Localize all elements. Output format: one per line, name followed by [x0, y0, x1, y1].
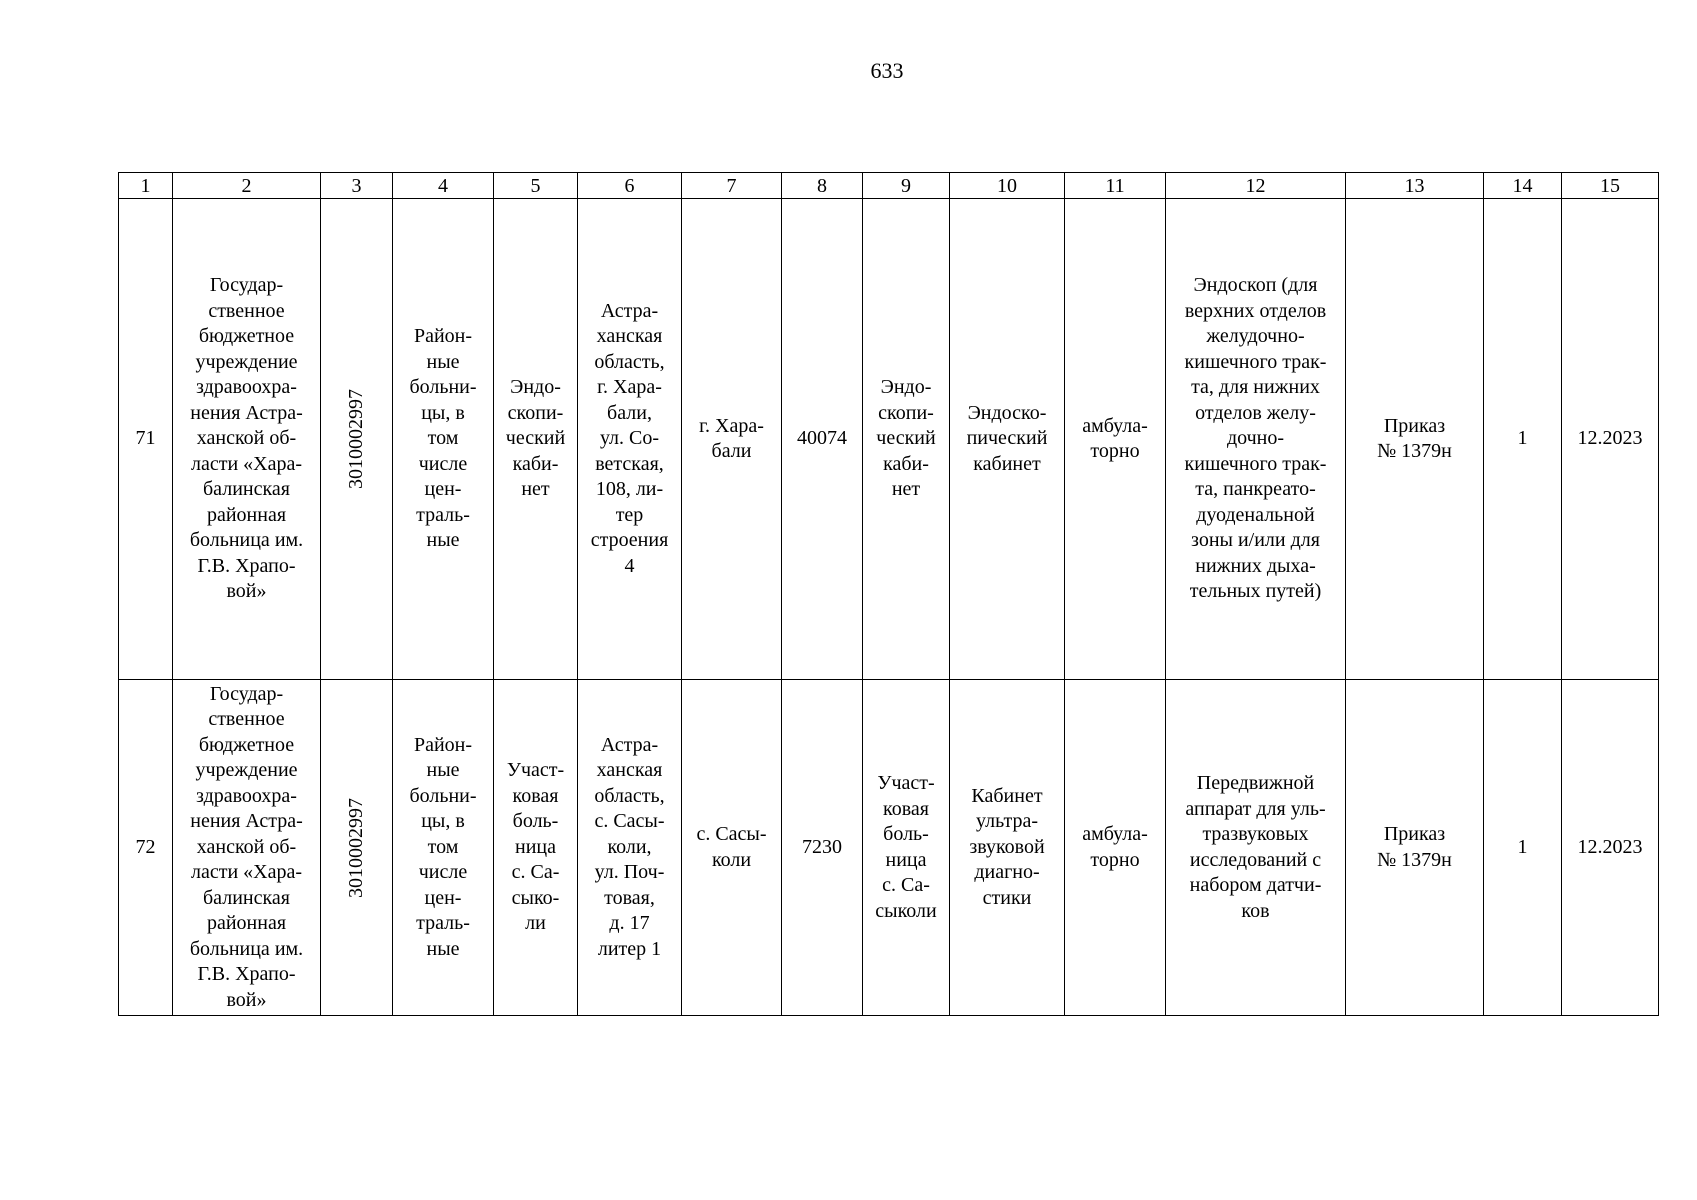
date-cell: 12.2023	[1562, 199, 1659, 680]
date-cell: 12.2023	[1562, 680, 1659, 1016]
column-header: 4	[393, 173, 494, 199]
address-cell: Астра- ханская область, с. Сасы- коли, ул. Поч- товая, д. 17 литер 1	[578, 680, 682, 1016]
table-row	[119, 199, 1659, 680]
code-cell	[321, 680, 393, 1016]
order-cell: Приказ № 1379н	[1346, 199, 1484, 680]
facility-type-cell: Район- ные больни- цы, в том числе цен- траль- ные	[393, 680, 494, 1016]
column-header: 12	[1166, 173, 1346, 199]
column-header: 14	[1484, 173, 1562, 199]
organization-cell: Государ- ственное бюджетное учреждение здравоохра- нения Астра- ханской об- ласти «Хара- балинская районная больница им. Г.В. Храпо- вой»	[173, 199, 321, 680]
equipment-cell: Эндоскоп (для верхних отделов желудочно- кишечного трак- та, для нижних отделов желу- дочно- кишечного трак- та, панкреато- дуоденальной зоны и/или для нижних дыха- тельных путей)	[1166, 199, 1346, 680]
equipment-registry-table	[118, 172, 1659, 1016]
code-text: 3010002997	[344, 797, 367, 898]
row-number-cell: 72	[119, 680, 173, 1016]
quantity-cell: 1	[1484, 199, 1562, 680]
organization-cell: Государ- ственное бюджетное учреждение здравоохра- нения Астра- ханской об- ласти «Хара- балинская районная больница им. Г.В. Храпо- вой»	[173, 680, 321, 1016]
column-header: 8	[782, 173, 863, 199]
population-cell: 7230	[782, 680, 863, 1016]
address-cell: Астра- ханская область, г. Хара- бали, ул. Со- ветская, 108, ли- тер строения 4	[578, 199, 682, 680]
column-header: 1	[119, 173, 173, 199]
table-row	[119, 680, 1659, 1016]
code-cell	[321, 199, 393, 680]
code-text: 3010002997	[344, 389, 367, 489]
unit-cell: Эндо- скопи- ческий каби- нет	[494, 199, 578, 680]
facility-type-cell: Район- ные больни- цы, в том числе цен- траль- ные	[393, 199, 494, 680]
column-header: 6	[578, 173, 682, 199]
department-cell: Участ- ковая боль- ница с. Са- сыколи	[863, 680, 950, 1016]
unit-cell: Участ- ковая боль- ница с. Са- сыко- ли	[494, 680, 578, 1016]
page-number: 633	[870, 58, 904, 83]
column-header: 3	[321, 173, 393, 199]
quantity-cell: 1	[1484, 680, 1562, 1016]
column-header: 7	[682, 173, 782, 199]
column-header: 11	[1065, 173, 1166, 199]
column-header: 13	[1346, 173, 1484, 199]
locality-cell: с. Сасы- коли	[682, 680, 782, 1016]
locality-cell: г. Хара- бали	[682, 199, 782, 680]
room-cell: Эндоско- пический кабинет	[950, 199, 1065, 680]
column-header: 9	[863, 173, 950, 199]
department-cell: Эндо- скопи- ческий каби- нет	[863, 199, 950, 680]
population-cell: 40074	[782, 199, 863, 680]
order-cell: Приказ № 1379н	[1346, 680, 1484, 1016]
equipment-cell: Передвижной аппарат для уль- тразвуковых исследований с набором датчи- ков	[1166, 680, 1346, 1016]
column-header: 15	[1562, 173, 1659, 199]
column-header: 10	[950, 173, 1065, 199]
header-row	[119, 173, 1659, 199]
care-mode-cell: амбула- торно	[1065, 199, 1166, 680]
room-cell: Кабинет ультра- звуковой диагно- стики	[950, 680, 1065, 1016]
column-header: 2	[173, 173, 321, 199]
column-header: 5	[494, 173, 578, 199]
care-mode-cell: амбула- торно	[1065, 680, 1166, 1016]
row-number-cell: 71	[119, 199, 173, 680]
